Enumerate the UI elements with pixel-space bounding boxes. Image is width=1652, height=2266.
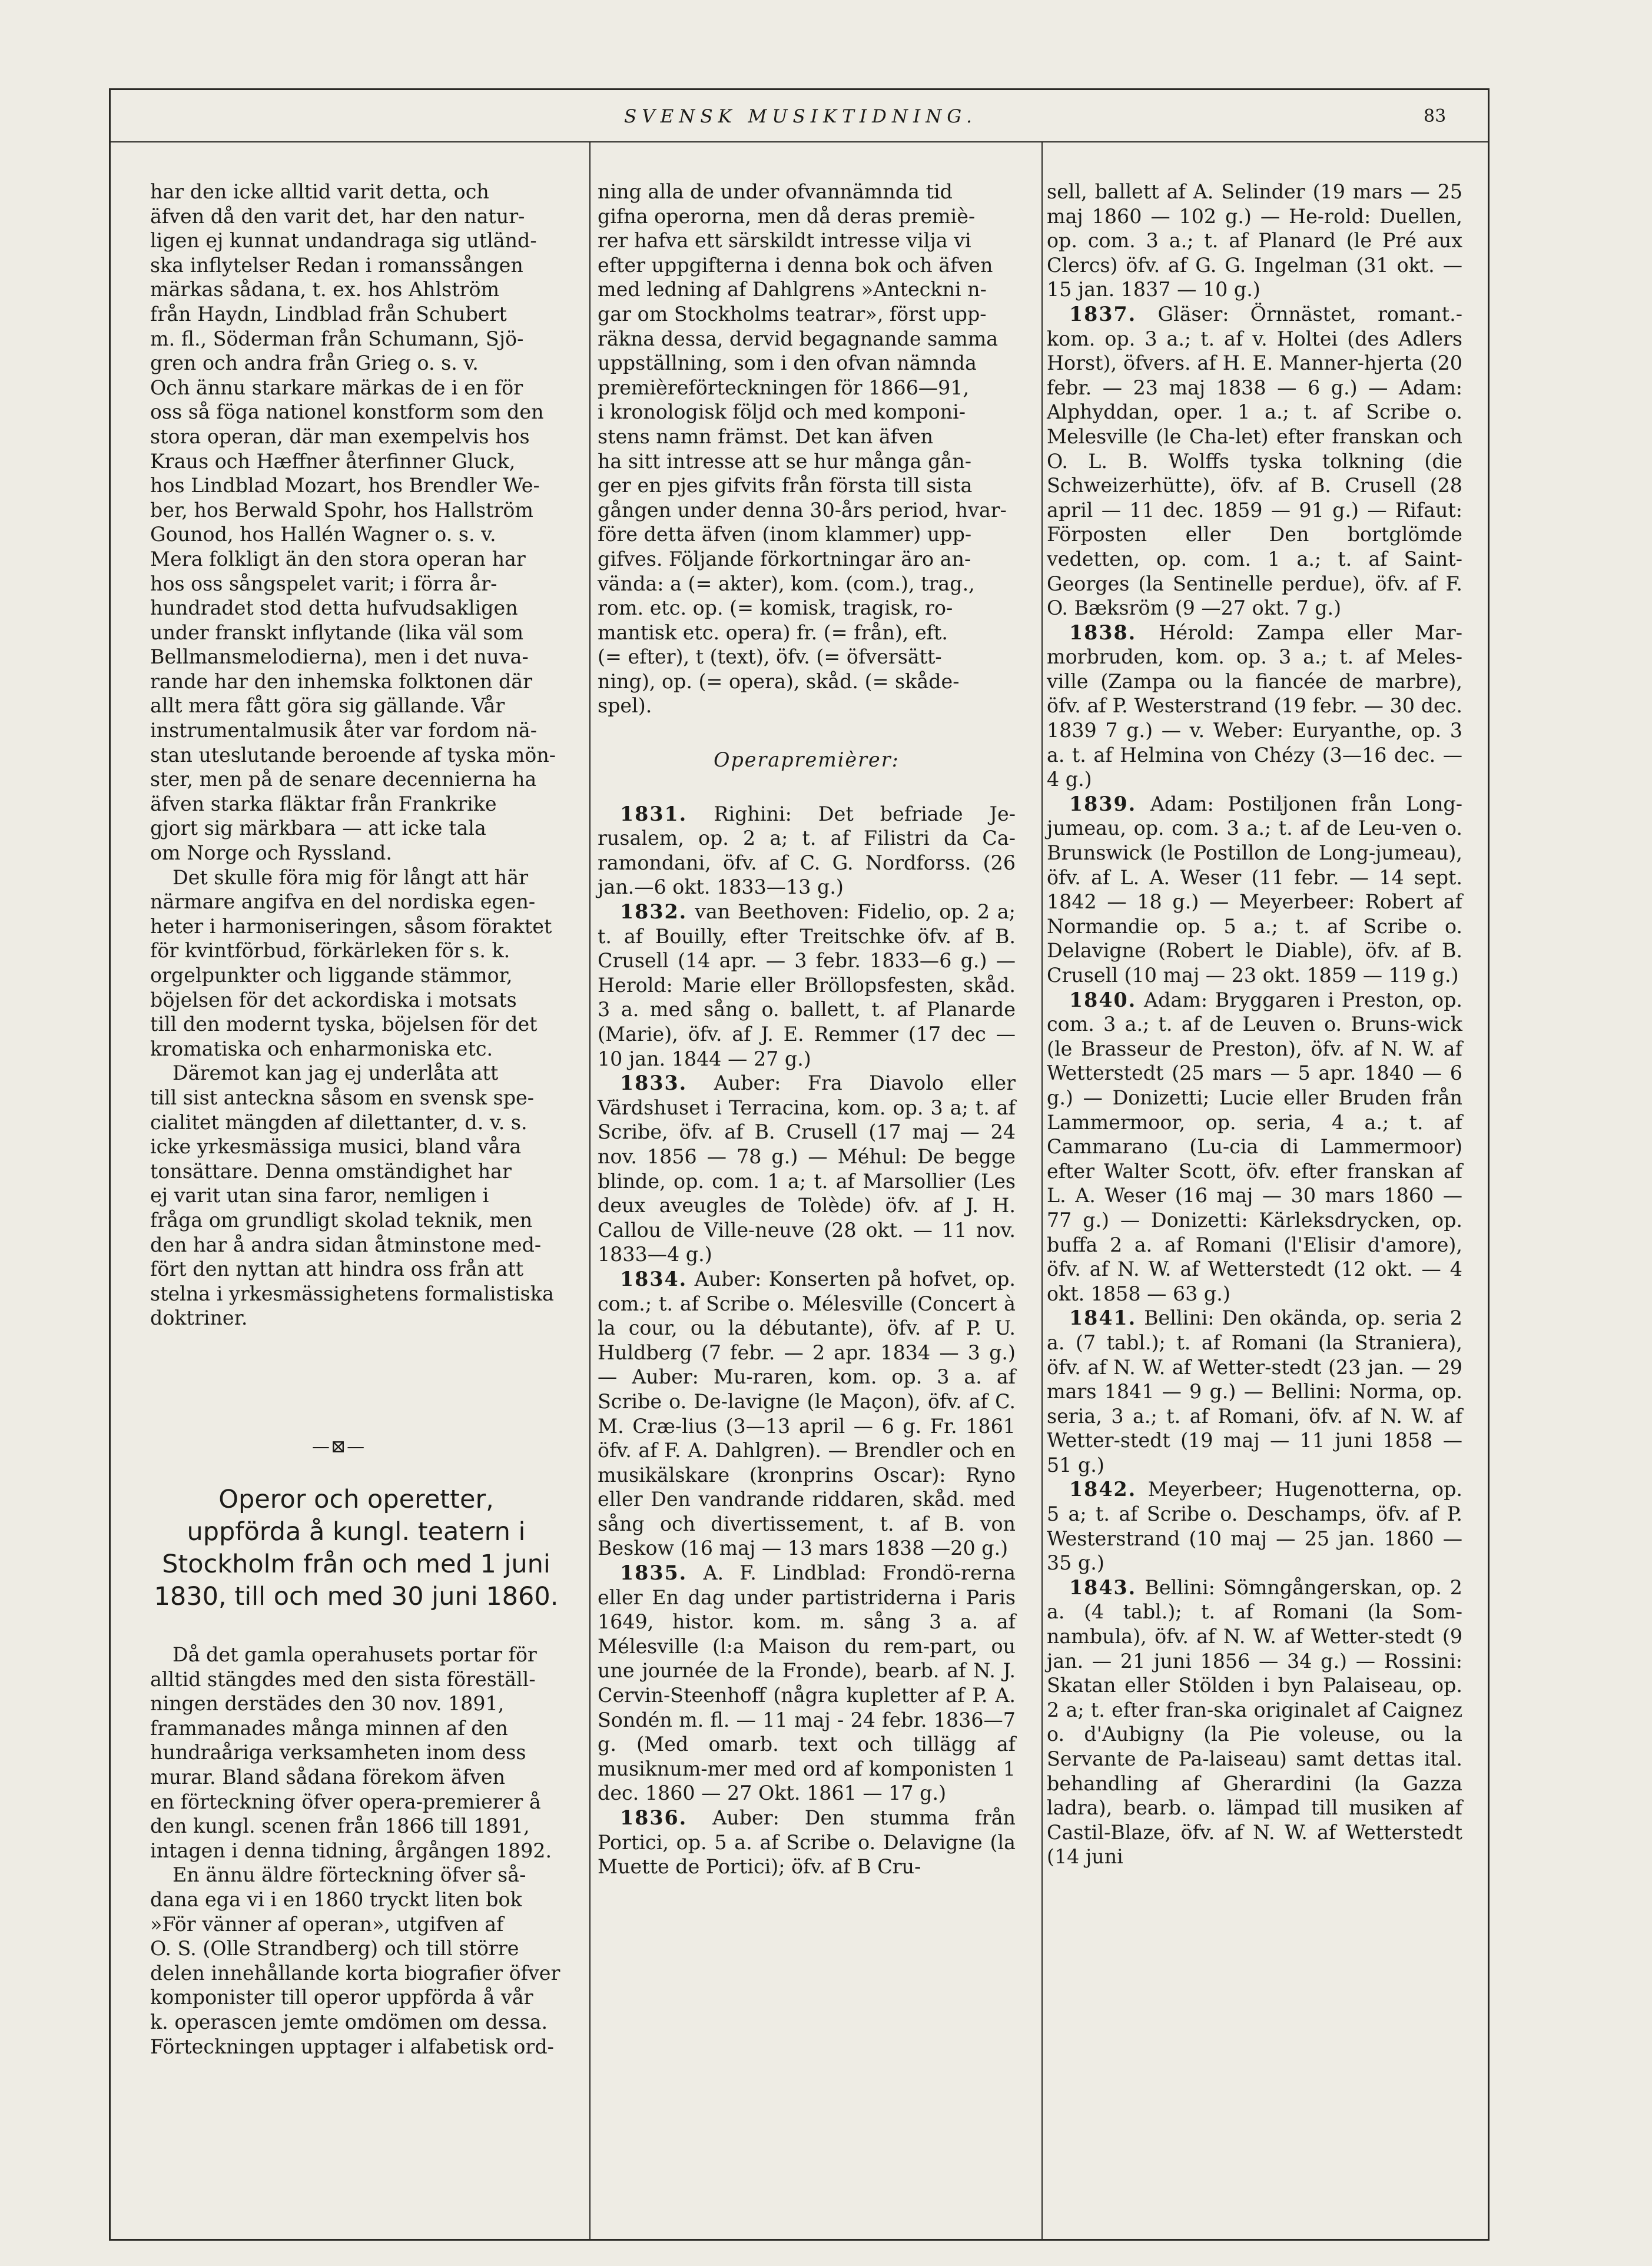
paragraph-line: rom. etc. op. (= komisk, tragisk, ro-	[598, 596, 953, 620]
entry-year: 1836.	[620, 1806, 688, 1829]
frame-right-rule	[1488, 88, 1490, 2240]
paragraph-line: ningen derstädes den 30 nov. 1891,	[150, 1692, 505, 1716]
column-3-text	[1047, 180, 1462, 1869]
paragraph-line: stora operan, där man exempelvis hos	[150, 424, 530, 448]
paragraph-line: spel).	[598, 694, 652, 718]
paragraph-line: »För vänner af operan», utgifven af	[150, 1912, 504, 1936]
paragraph-line: ej varit utan sina faror, nemligen i	[150, 1184, 489, 1207]
paragraph-line: fråga om grundligt skolad teknik, men	[150, 1208, 533, 1232]
paragraph-line: (= efter), t (text), öfv. (= öfversätt-	[598, 645, 942, 669]
paragraph-line: oss så föga nationel konstform som den	[150, 400, 544, 424]
paragraph-line: under franskt inflytande (lika väl som	[150, 621, 524, 644]
paragraph-line: fört den nyttan att hindra oss från att	[150, 1258, 524, 1281]
paragraph-line: äfven starka fläktar från Frankrike	[150, 792, 497, 815]
column-1-text	[150, 180, 561, 1331]
paragraph-line: ger en pjes gifvits från första till sista	[598, 474, 973, 497]
paragraph-line: doktriner.	[150, 1306, 248, 1330]
entry-year: 1833.	[620, 1071, 688, 1095]
paragraph-line: ning alla de under ofvannämnda tid	[598, 180, 953, 203]
paragraph-line: instrumentalmusik åter var fordom nä-	[150, 719, 537, 742]
paragraph-line: äfven då den varit det, har den natur-	[150, 204, 525, 228]
premiere-entry	[1047, 621, 1462, 792]
paragraph-line: räkna dessa, dervid begagnande samma	[598, 327, 999, 350]
entry-year: 1835.	[620, 1561, 688, 1585]
paragraph-line: ber, hos Berwald Spohr, hos Hallström	[150, 498, 533, 522]
entry-text: Adam: Postiljonen från Long-jumeau, op. com. 3 a.; t. af de Leu-ven o. Brunswick (le Postillon de Long-jumeau), öfv. af L. A. Weser (11 febr. — 14 sept. 1842 — 18 g.) — Meyerbeer: Robert af Normandie op. 5 a.; t. af Scribe o. Delavigne (Robert le Diable), öfv. af B. Crusell (10 maj — 23 okt. 1859 — 119 g.)	[1047, 792, 1462, 987]
paragraph-line: En ännu äldre förteckning öfver så-	[173, 1863, 526, 1887]
paragraph-line: för kvintförbud, förkärleken för s. k.	[150, 939, 510, 963]
paragraph-line: i kronologisk följd och med komponi-	[598, 400, 966, 424]
paragraph-line: hos Lindblad Mozart, hos Brendler We-	[150, 474, 540, 497]
entry-text: sell, ballett af A. Selinder (19 mars — 25 maj 1860 — 102 g.) — He-rold: Duellen, op. com. 3 a.; t. af Planard (le Pré aux Clercs) öfv. af G. G. Ingelman (31 okt. — 15 jan. 1837 — 10 g.)	[1047, 180, 1462, 301]
paragraph-line: märkas sådana, t. ex. hos Ahlström	[150, 278, 500, 301]
entry-year: 1838.	[1069, 621, 1137, 644]
premiere-entry	[1047, 1477, 1462, 1575]
section-heading: Operapremièrer:	[714, 748, 900, 772]
paragraph-line: ha sitt intresse att se hur många gån-	[598, 449, 971, 473]
paragraph-line: ligen ej kunnat undandraga sig utländ-	[150, 229, 537, 253]
paragraph-line: från Haydn, Lindblad från Schubert	[150, 302, 507, 326]
article-heading-line: Stockholm från och med 1 juni	[162, 1550, 550, 1579]
paragraph-line: stelna i yrkesmässighetens formalistiska	[150, 1282, 554, 1305]
entry-year: 1843.	[1069, 1575, 1137, 1599]
premiere-entry	[598, 1561, 1016, 1806]
paragraph-line: Kraus och Hæffner återfinner Gluck,	[150, 449, 516, 473]
paragraph-line: rer hafva ett särskildt intresse vilja vi	[598, 229, 971, 253]
paragraph-line: ster, men på de senare decennierna ha	[150, 768, 537, 791]
column-divider-2	[1041, 142, 1043, 2239]
premiere-entry	[598, 1071, 1016, 1267]
entry-year: 1841.	[1069, 1306, 1137, 1330]
paragraph-line: före detta äfven (inom klammer) upp-	[598, 523, 972, 546]
article-heading-line: Operor och operetter,	[218, 1485, 494, 1514]
paragraph-line: Gounod, hos Hallén Wagner o. s. v.	[150, 523, 496, 546]
entry-text: Bellini: Den okända, op. seria 2 a. (7 tabl.); t. af Romani (la Straniera), öfv. af N. W. af Wetter-stedt (23 jan. — 29 mars 1841 — 9 g.) — Bellini: Norma, op. seria, 3 a.; t. af Romani, öfv. af N. W. af Wetter-stedt (19 maj — 11 juni 1858 — 51 g.)	[1047, 1306, 1462, 1477]
premiere-entry	[1047, 1306, 1462, 1477]
paragraph-line: O. S. (Olle Strandberg) och till större	[150, 1937, 519, 1960]
paragraph-line: Däremot kan jag ej underlåta att	[173, 1061, 499, 1085]
paragraph-line: k. operascen jemte omdömen om dessa.	[150, 2010, 548, 2033]
entry-text: Adam: Bryggaren i Preston, op. com. 3 a.; t. af de Leuven o. Bruns-wick (le Brasseur de Preston), öfv. af N. W. af Wetterstedt (25 mars — 5 apr. 1840 — 6 g.) — Donizetti; Lucie eller Bruden från Lammermoor, op. seria, 4 a.; t. af Cammarano (Lu-cia di Lammermoor) efter Walter Scott, öfv. efter franskan af L. A. Weser (16 maj — 30 mars 1860 — 77 g.) — Donizetti: Kärleksdrycken, op. buffa 2 a. af Romani (l'Elisir d'amore), öfv. af N. W. af Wetterstedt (12 okt. — 4 okt. 1858 — 63 g.)	[1047, 988, 1462, 1305]
article-heading-line: 1830, till och med 30 juni 1860.	[154, 1582, 559, 1611]
paragraph-line: efter uppgifterna i denna bok och äfven	[598, 253, 993, 277]
paragraph-line: kromatiska och enharmoniska etc.	[150, 1037, 493, 1060]
paragraph-line: allt mera fått göra sig gällande. Vår	[150, 694, 505, 718]
paragraph-line: Och ännu starkare märkas de i en för	[150, 376, 523, 399]
column-2-text	[598, 180, 1016, 1879]
paragraph-line: till sist anteckna såsom en svensk spe-	[150, 1086, 535, 1109]
paragraph-line: ska inflytelser Redan i romanssången	[150, 253, 523, 277]
entry-year: 1834.	[620, 1267, 688, 1290]
paragraph-line: den kungl. scenen från 1866 till 1891,	[150, 1814, 530, 1838]
entry-text: A. F. Lindblad: Frondö-rerna eller En dag under partistriderna i Paris 1649, histor. kom. m. sång 3 a. af Mélesville (l:a Maison du rem-part, ou une journée de la Fronde), bearb. af N. J. Cervin-Steenhoff (några kupletter af P. A. Sondén m. fl. — 11 maj - 24 febr. 1836—7 g. (Med omarb. text och tillägg af musiknum-mer med ord af komponisten 1 dec. 1860 — 27 Okt. 1861 — 17 g.)	[598, 1561, 1016, 1805]
paragraph-line: m. fl., Söderman från Schumann, Sjö-	[150, 327, 524, 350]
entry-text: Auber: Fra Diavolo eller Värdshuset i Terracina, kom. op. 3 a; t. af Scribe, öfv. af B. Crusell (17 maj — 24 nov. 1856 — 78 g.) — Méhul: De begge blinde, op. com. 1 a; t. af Marsollier (Les deux aveugles de Tolède) öfv. af J. H. Callou de Ville-neuve (28 okt. — 11 nov. 1833—4 g.)	[598, 1071, 1016, 1266]
entry-year: 1842.	[1069, 1478, 1137, 1501]
paragraph-line: har den icke alltid varit detta, och	[150, 180, 489, 203]
page-number: 83	[1424, 106, 1447, 127]
paragraph-line: cialitet mängden af dilettanter, d. v. s.	[150, 1110, 528, 1134]
entry-year: 1837.	[1069, 302, 1137, 326]
paragraph-line: Då det gamla operahusets portar för	[173, 1643, 537, 1666]
paragraph-line: delen innehållande korta biografier öfver	[150, 1961, 560, 1985]
paragraph-line: murar. Bland sådana förekom äfven	[150, 1765, 506, 1789]
column-1-intro	[150, 1643, 561, 2059]
paragraph-line: gifna operorna, men då deras premiè-	[598, 204, 976, 228]
entry-text: van Beethoven: Fidelio, op. 2 a; t. af Bouilly, efter Treitschke öfv. af B. Crusell (14 apr. — 3 febr. 1833—6 g.) — Herold: Marie eller Bröllopsfesten, skåd. 3 a. med sång o. ballett, t. af Planarde (Marie), öfv. af J. E. Remmer (17 dec — 10 jan. 1844 — 27 g.)	[598, 900, 1016, 1070]
entry-text: Righini: Det befriade Je-rusalem, op. 2 a; t. af Filistri da Ca-ramondani, öfv. af C. G. Nordforss. (26 jan.—6 okt. 1833—13 g.)	[598, 802, 1016, 899]
paragraph-line: premièreförteckningen för 1866—91,	[598, 376, 970, 399]
premiere-entry	[1047, 792, 1462, 988]
paragraph-line: tonsättare. Denna omständighet har	[150, 1159, 512, 1183]
paragraph-line: stens namn främst. Det kan äfven	[598, 424, 934, 448]
frame-left-rule	[109, 88, 111, 2240]
paragraph-line: gifves. Följande förkortningar äro an-	[598, 547, 971, 570]
article-heading	[138, 1484, 574, 1613]
entry-text: Gläser: Örnnästet, romant.-kom. op. 3 a.; t. af v. Holtei (des Adlers Horst), öfvers. af H. E. Manner-hjerta (20 febr. — 23 maj 1838 — 6 g.) — Adam: Alphyddan, oper. 1 a.; t. af Scribe o. Melesville (le Cha-let) efter franskan och O. L. B. Wolffs tyska tolkning (die Schweizerhütte), öfv. af B. Crusell (28 april — 11 dec. 1859 — 91 g.) — Rifaut: Förposten eller Den bortglömde vedetten, op. com. 1 a.; t. af Saint-Georges (la Sentinelle perdue), öfv. af F. O. Bæksröm (9 —27 okt. 7 g.)	[1047, 302, 1462, 620]
paragraph-line: mantisk etc. opera) fr. (= från), eft.	[598, 621, 948, 644]
premiere-entry	[598, 802, 1016, 900]
premiere-entry	[598, 900, 1016, 1071]
entry-text: Auber: Konserten på hofvet, op. com.; t. af Scribe o. Mélesville (Concert à la cour, ou la débutante), öfv. af P. U. Huldberg (7 febr. — 2 apr. 1834 — 3 g.) — Auber: Mu-raren, kom. op. 3 a. af Scribe o. De-lavigne (le Maçon), öfv. af C. M. Cræ-lius (3—13 april — 6 g. Fr. 1861 öfv. af F. A. Dahlgren). — Brendler och en musikälskare (kronprins Oscar): Ryno eller Den vandrande riddaren, skåd. med sång och divertissement, t. af B. von Beskow (16 maj — 13 mars 1838 —20 g.)	[598, 1267, 1016, 1560]
section-ornament: —⊠—	[312, 1436, 366, 1457]
paragraph-line: dana ega vi i en 1860 tryckt liten bok	[150, 1887, 522, 1911]
paragraph-line: stan uteslutande beroende af tyska mön-	[150, 743, 556, 767]
paragraph-line: vända: a (= akter), kom. (com.), trag.,	[598, 572, 975, 595]
paragraph-line: alltid stängdes med den sista föreställ-	[150, 1667, 536, 1691]
entry-text: Auber: Den stumma från Portici, op. 5 a. af Scribe o. Delavigne (la Muette de Portici); öfv. af B Cru-	[598, 1806, 1016, 1879]
paragraph-line: gren och andra från Grieg o. s. v.	[150, 351, 479, 375]
frame-top-rule	[109, 88, 1490, 90]
paragraph-line: om Norge och Ryssland.	[150, 841, 392, 865]
entry-year: 1832.	[620, 900, 688, 924]
paragraph-line: den har å andra sidan åtminstone med-	[150, 1233, 542, 1256]
paragraph-line: gjort sig märkbara — att icke tala	[150, 817, 486, 840]
journal-title: SVENSK MUSIKTIDNING.	[624, 106, 977, 127]
paragraph-line: komponister till operor uppförda å vår	[150, 1986, 533, 2009]
paragraph-line: uppställning, som i den ofvan nämnda	[598, 351, 977, 375]
paragraph-line: gången under denna 30-års period, hvar-	[598, 498, 1007, 522]
paragraph-line: Det skulle föra mig för långt att här	[173, 865, 529, 889]
paragraph-line: Bellmansmelodierna), men i det nuva-	[150, 645, 529, 669]
paragraph-line: orgelpunkter och liggande stämmor,	[150, 964, 513, 987]
paragraph-line: heter i harmoniseringen, såsom föraktet	[150, 914, 552, 938]
paragraph-line: icke yrkesmässiga musici, bland våra	[150, 1135, 522, 1159]
premiere-entry	[1047, 1575, 1462, 1869]
paragraph-line: med ledning af Dahlgrens »Anteckni n-	[598, 278, 987, 301]
paragraph-line: till den modernt tyska, böjelsen för det	[150, 1013, 538, 1036]
paragraph-line: gar om Stockholms teatrar», först upp-	[598, 302, 987, 326]
paragraph-line: ning), op. (= opera), skåd. (= skåde-	[598, 669, 960, 693]
entry-text: Meyerbeer; Hugenotterna, op. 5 a; t. af Scribe o. Deschamps, öfv. af P. Westerstrand (10 maj — 25 jan. 1860 — 35 g.)	[1047, 1478, 1462, 1575]
column-divider-1	[589, 142, 591, 2239]
premiere-entry	[598, 1806, 1016, 1879]
paragraph-line: hundradet stod detta hufvudsakligen	[150, 596, 518, 620]
paragraph-line: rande har den inhemska folktonen där	[150, 669, 533, 693]
entry-year: 1839.	[1069, 792, 1137, 815]
entry-text: Bellini: Sömngångerskan, op. 2 a. (4 tabl.); t. af Romani (la Som-nambula), öfv. af N. W. af Wetter-stedt (9 jan. — 21 juni 1856 — 34 g.) — Rossini: Skatan eller Stölden i byn Palaiseau, op. 2 a; t. efter fran-ska originalet af Caignez o. d'Aubigny (la Pie voleuse, ou la Servante de Pa-laiseau) samt dettas ital. behandling af Gherardini (la Gazza ladra), bearb. o. lämpad till musiken af Castil-Blaze, öfv. af N. W. af Wetterstedt (14 juni	[1047, 1575, 1462, 1869]
paragraph-line: hundraåriga verksamheten inom dess	[150, 1741, 526, 1764]
premiere-entry	[1047, 180, 1462, 302]
paragraph-line: frammanades många minnen af den	[150, 1716, 508, 1740]
premiere-entry	[1047, 302, 1462, 621]
header-rule	[109, 141, 1490, 142]
paragraph-line: Förteckningen upptager i alfabetisk ord-	[150, 2035, 554, 2058]
entry-year: 1831.	[620, 802, 688, 825]
premiere-entry	[598, 1267, 1016, 1561]
paragraph-line: närmare angifva en del nordiska egen-	[150, 890, 536, 914]
entry-text: Hérold: Zampa eller Mar-morbruden, kom. op. 3 a.; t. af Meles-ville (Zampa ou la fiancée de marbre), öfv. af P. Westerstrand (19 febr. — 30 dec. 1839 7 g.) — v. Weber: Euryanthe, op. 3 a. t. af Helmina von Chézy (3—16 dec. — 4 g.)	[1047, 621, 1462, 791]
frame-bottom-rule	[109, 2239, 1490, 2241]
paragraph-line: Mera folkligt än den stora operan har	[150, 547, 526, 570]
article-heading-line: uppförda å kungl. teatern i	[187, 1517, 526, 1547]
paragraph-line: hos oss sångspelet varit; i förra år-	[150, 572, 497, 595]
paragraph-line: böjelsen för det ackordiska i motsats	[150, 988, 517, 1011]
paragraph-line: en förteckning öfver opera-premierer å	[150, 1790, 541, 1813]
entry-year: 1840.	[1069, 988, 1137, 1011]
paragraph-line: intagen i denna tidning, årgången 1892.	[150, 1839, 552, 1862]
premiere-entry	[1047, 988, 1462, 1306]
